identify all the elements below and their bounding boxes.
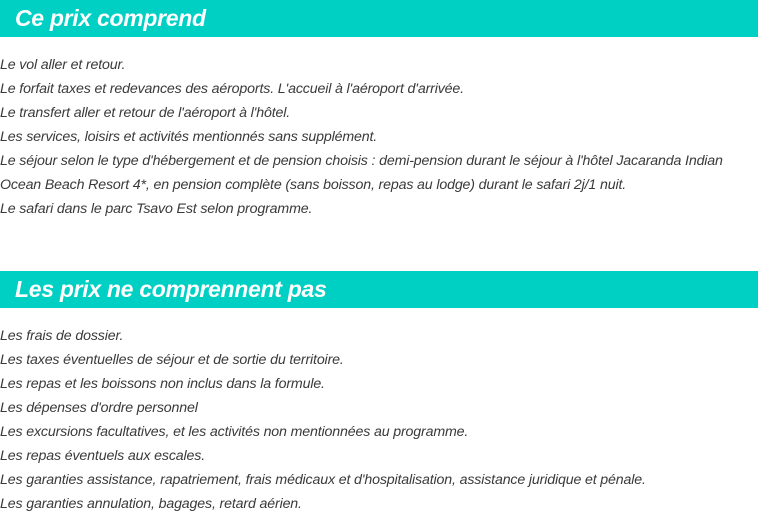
list-item: Les garanties assistance, rapatriement, frais médicaux et d'hospitalisation, assistance juridique et pénale.: [0, 472, 646, 488]
included-list: [0, 53, 750, 221]
excluded-list: [0, 324, 750, 516]
list-item: Le vol aller et retour.: [0, 57, 126, 73]
included-section-title: Ce prix comprend: [0, 0, 758, 37]
list-item: Les repas éventuels aux escales.: [0, 448, 205, 464]
list-item: Le forfait taxes et redevances des aéroports. L'accueil à l'aéroport d'arrivée.: [0, 81, 464, 97]
list-item: Le safari dans le parc Tsavo Est selon programme.: [0, 201, 313, 217]
list-item: Le transfert aller et retour de l'aéroport à l'hôtel.: [0, 105, 291, 121]
list-item: Les repas et les boissons non inclus dans la formule.: [0, 376, 325, 392]
list-item: Les frais de dossier.: [0, 328, 124, 344]
list-item: Le séjour selon le type d'hébergement et de pension choisis : demi-pension durant le séjour à l'hôtel Jacaranda Indian Ocean Beach Resort 4*, en pension complète (sans boisson, repas au lodge) durant le safari 2j/1 nuit.: [0, 153, 723, 193]
list-item: Les dépenses d'ordre personnel: [0, 400, 198, 416]
list-item: Les garanties annulation, bagages, retard aérien.: [0, 496, 302, 512]
list-item: Les excursions facultatives, et les activités non mentionnées au programme.: [0, 424, 469, 440]
list-item: Les services, loisirs et activités mentionnés sans supplément.: [0, 129, 378, 145]
list-item: Les taxes éventuelles de séjour et de sortie du territoire.: [0, 352, 344, 368]
excluded-section-title: Les prix ne comprennent pas: [0, 271, 758, 308]
